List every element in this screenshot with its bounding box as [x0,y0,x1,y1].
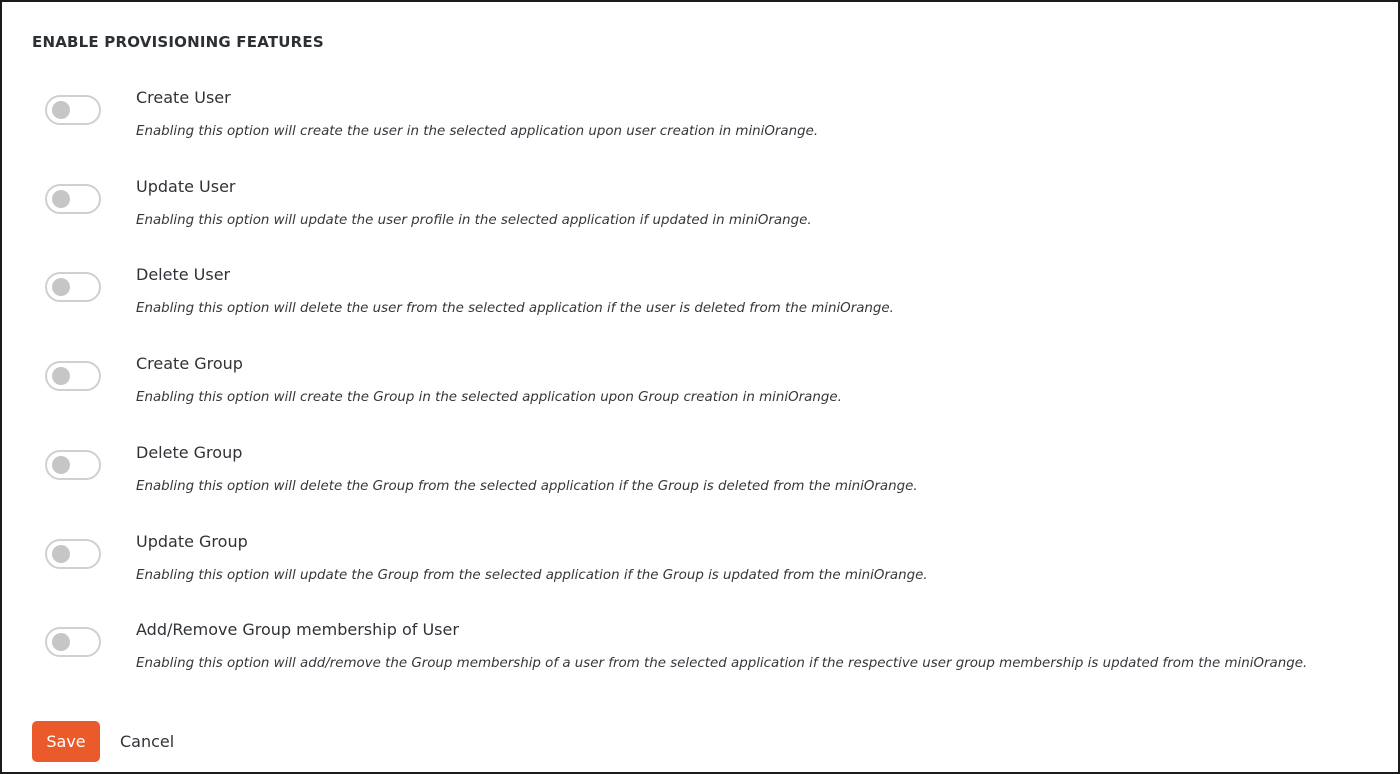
feature-label: Create User [136,88,231,107]
toggle-knob [52,633,70,651]
delete-group-toggle[interactable] [45,450,101,480]
feature-delete-user [2,265,1398,345]
feature-update-group [2,532,1398,612]
feature-label: Update Group [136,532,248,551]
feature-label: Create Group [136,354,243,373]
feature-group-membership [2,620,1398,700]
save-button[interactable]: Save [32,721,100,762]
toggle-knob [52,190,70,208]
feature-create-group [2,354,1398,434]
feature-description: Enabling this option will add/remove the Group membership of a user from the selected application if the respective user group membership is updated from the miniOrange. [136,656,1308,671]
feature-description: Enabling this option will create the user in the selected application upon user creation in miniOrange. [136,124,819,139]
toggle-knob [52,456,70,474]
feature-label: Add/Remove Group membership of User [136,620,459,639]
feature-label: Update User [136,177,236,196]
feature-description: Enabling this option will delete the Group from the selected application if the Group is deleted from the miniOrange. [136,479,918,494]
feature-delete-group [2,443,1398,523]
feature-create-user [2,88,1398,168]
create-group-toggle[interactable] [45,361,101,391]
feature-update-user [2,177,1398,257]
feature-description: Enabling this option will update the user profile in the selected application if updated in miniOrange. [136,213,812,228]
section-title: ENABLE PROVISIONING FEATURES [32,33,324,51]
toggle-knob [52,278,70,296]
update-group-toggle[interactable] [45,539,101,569]
toggle-knob [52,101,70,119]
feature-label: Delete Group [136,443,243,462]
delete-user-toggle[interactable] [45,272,101,302]
toggle-knob [52,545,70,563]
update-user-toggle[interactable] [45,184,101,214]
create-user-toggle[interactable] [45,95,101,125]
feature-description: Enabling this option will delete the user from the selected application if the user is deleted from the miniOrange. [136,301,894,316]
toggle-knob [52,367,70,385]
feature-label: Delete User [136,265,231,284]
feature-description: Enabling this option will update the Group from the selected application if the Group is updated from the miniOrange. [136,568,928,583]
cancel-button[interactable]: Cancel [114,721,180,762]
feature-description: Enabling this option will create the Group in the selected application upon Group creation in miniOrange. [136,390,842,405]
group-membership-toggle[interactable] [45,627,101,657]
